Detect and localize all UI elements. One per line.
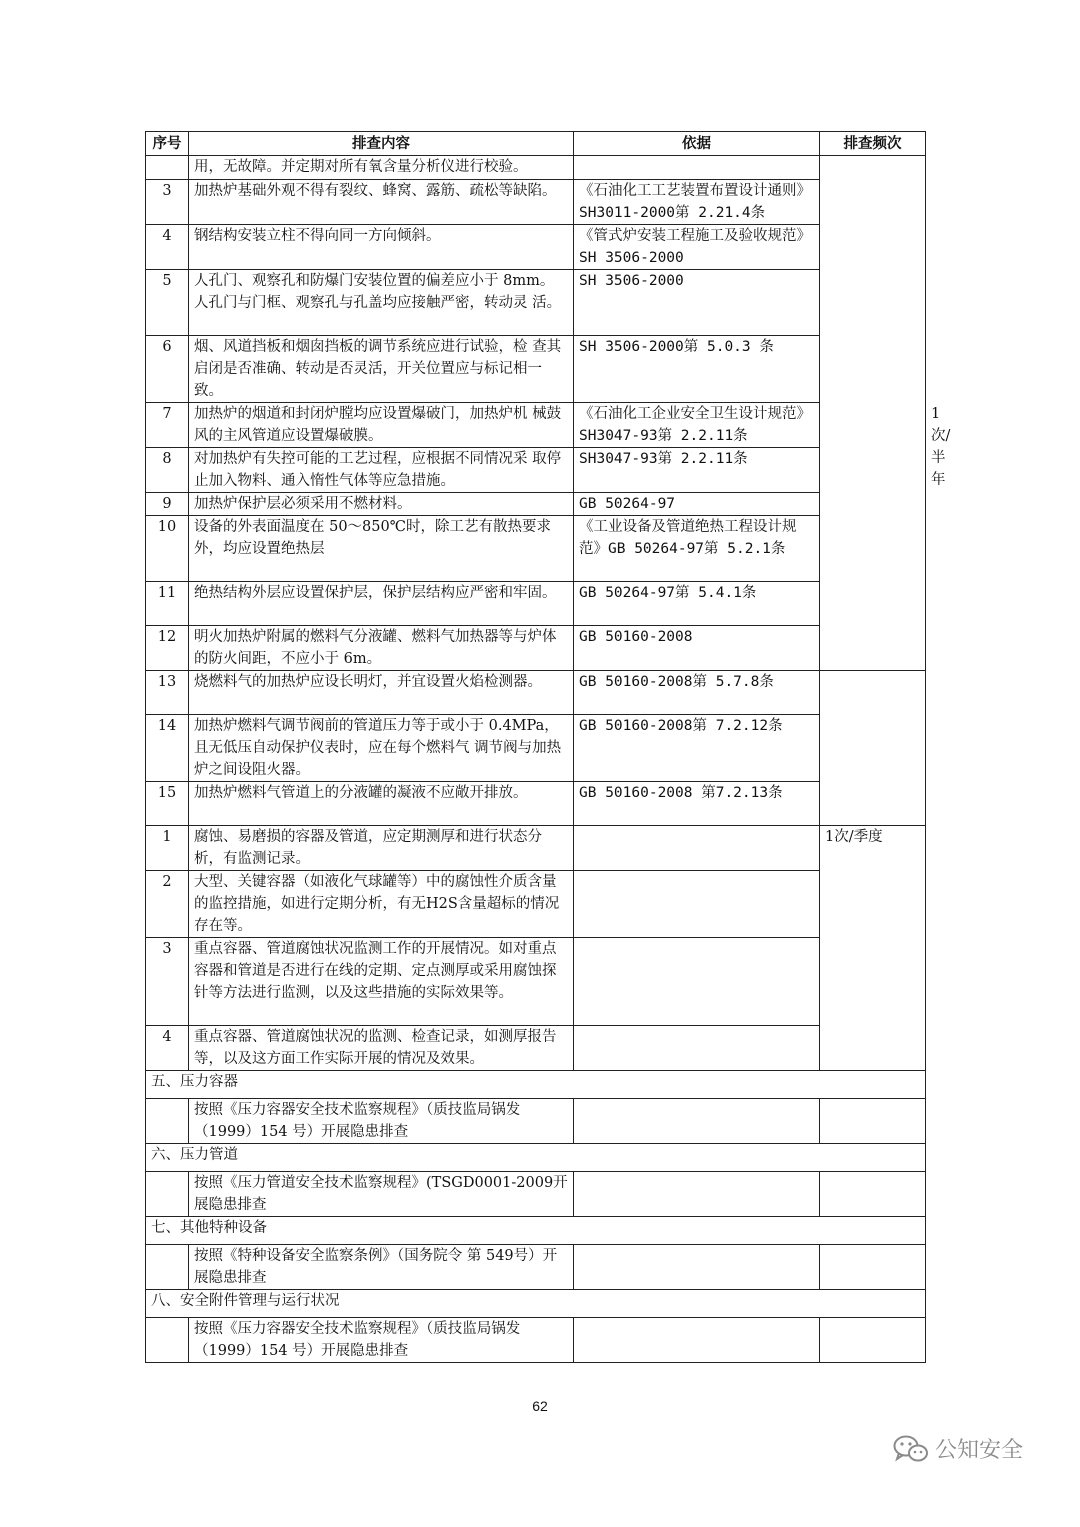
row-content: 按照《压力容器安全技术监察规程》（质技监局锅发（1999）154 号）开展隐患排查 — [189, 1318, 574, 1363]
row-content: 钢结构安装立柱不得向同一方向倾斜。 — [189, 225, 574, 270]
row-content: 加热炉基础外观不得有裂纹、蜂窝、露筋、疏松等缺陷。 — [189, 180, 574, 225]
row-basis: GB 50160-2008 — [574, 626, 820, 671]
row-frequency — [820, 156, 926, 671]
row-no: 14 — [146, 715, 189, 782]
section-header-row — [146, 1144, 926, 1172]
row-no: 2 — [146, 871, 189, 938]
table-row — [146, 626, 926, 671]
row-basis — [574, 156, 820, 180]
row-content: 对加热炉有失控可能的工艺过程，应根据不同情况采 取停止加入物料、通入惰性气体等应急措施。 — [189, 448, 574, 493]
row-no: 8 — [146, 448, 189, 493]
row-no: 5 — [146, 270, 189, 336]
row-content: 重点容器、管道腐蚀状况监测工作的开展情况。如对重点容器和管道是否进行在线的定期、定点测厚或采用腐蚀探针等方法进行监测，以及这些措施的实际效果等。 — [189, 938, 574, 1026]
row-basis — [574, 1026, 820, 1071]
row-no: 1 — [146, 826, 189, 871]
watermark-text: 公知安全 — [935, 1438, 1024, 1463]
row-content: 烧燃料气的加热炉应设长明灯，并宜设置火焰检测器。 — [189, 671, 574, 715]
row-no: 4 — [146, 225, 189, 270]
row-no: 6 — [146, 336, 189, 403]
row-no: 4 — [146, 1026, 189, 1071]
table-header-row — [146, 132, 926, 156]
section-header-row — [146, 1217, 926, 1245]
row-content: 设备的外表面温度在 50～850℃时，除工艺有散热要求 外，均应设置绝热层 — [189, 516, 574, 582]
table-row — [146, 1099, 926, 1144]
row-basis: 《石油化工企业安全卫生设计规范》SH3047-93第 2.2.11条 — [574, 403, 820, 448]
row-basis: GB 50160-2008第 5.7.8条 — [574, 671, 820, 715]
row-no — [146, 1245, 189, 1290]
row-basis: 《工业设备及管道绝热工程设计规范》GB 50264-97第 5.2.1条 — [574, 516, 820, 582]
row-content: 加热炉燃料气管道上的分液罐的凝液不应敞开排放。 — [189, 782, 574, 826]
header-basis: 依据 — [574, 132, 820, 156]
table-row — [146, 516, 926, 582]
row-basis: GB 50264-97第 5.4.1条 — [574, 582, 820, 626]
row-basis: GB 50160-2008第 7.2.12条 — [574, 715, 820, 782]
table-row — [146, 156, 926, 180]
row-content: 明火加热炉附属的燃料气分液罐、燃料气加热器等与炉体的防火间距，不应小于 6m。 — [189, 626, 574, 671]
row-no: 3 — [146, 938, 189, 1026]
row-no: 9 — [146, 493, 189, 516]
table-row — [146, 1245, 926, 1290]
row-no — [146, 156, 189, 180]
section-header-row — [146, 1290, 926, 1318]
inspection-table — [145, 131, 951, 1363]
row-basis: SH 3506-2000 — [574, 270, 820, 336]
row-content: 按照《压力容器安全技术监察规程》（质技监局锅发（1999）154 号）开展隐患排查 — [189, 1099, 574, 1144]
table-row — [146, 1318, 926, 1363]
header-content: 排查内容 — [189, 132, 574, 156]
row-basis — [574, 938, 820, 1026]
table-row — [146, 582, 926, 626]
row-content: 人孔门、观察孔和防爆门安装位置的偏差应小于 8mm。 人孔门与门框、观察孔与孔盖均应接触严密，转动灵 活。 — [189, 270, 574, 336]
page-number: 62 — [532, 1398, 548, 1414]
row-basis — [574, 1172, 820, 1217]
table-row: 7 加热炉的烟道和封闭炉膛均应设置爆破门，加热炉机 械鼓风的主风管道应设置爆破膜。 《石油化工企业安全卫生设计规范》SH3047-93第 2.2.11条 1次/半年 — [146, 403, 926, 448]
table-row — [146, 493, 926, 516]
row-basis — [574, 1099, 820, 1144]
table-row — [146, 1172, 926, 1217]
row-content: 用，无故障。并定期对所有氧含量分析仪进行校验。 — [189, 156, 574, 180]
row-content: 腐蚀、易磨损的容器及管道，应定期测厚和进行状态分析，有监测记录。 — [189, 826, 574, 871]
row-frequency — [820, 1245, 926, 1290]
row-content: 按照《特种设备安全监察条例》（国务院令 第 549号）开展隐患排查 — [189, 1245, 574, 1290]
table-row — [146, 448, 926, 493]
section-title: 八、安全附件管理与运行状况 — [146, 1290, 926, 1318]
row-no: 13 — [146, 671, 189, 715]
row-no: 7 — [146, 403, 189, 448]
row-basis — [574, 826, 820, 871]
row-content: 绝热结构外层应设置保护层，保护层结构应严密和牢固。 — [189, 582, 574, 626]
row-content: 加热炉保护层必须采用不燃材料。 — [189, 493, 574, 516]
watermark — [893, 1433, 1023, 1464]
table-row — [146, 871, 926, 938]
table-row — [146, 782, 926, 826]
section-title: 五、压力容器 — [146, 1071, 926, 1099]
row-basis: SH 3506-2000第 5.0.3 条 — [574, 336, 820, 403]
section-title: 七、其他特种设备 — [146, 1217, 926, 1245]
table-row — [146, 336, 926, 403]
header-no: 序号 — [146, 132, 189, 156]
row-basis — [574, 1245, 820, 1290]
row-basis: SH3047-93第 2.2.11条 — [574, 448, 820, 493]
row-no: 11 — [146, 582, 189, 626]
frequency-quarter: 1次/季度 — [820, 826, 926, 1071]
row-basis: 《管式炉安装工程施工及验收规范》SH 3506-2000 — [574, 225, 820, 270]
row-content: 大型、关键容器（如液化气球罐等）中的腐蚀性介质含量的监控措施，如进行定期分析，有无H2S含量超标的情况存在等。 — [189, 871, 574, 938]
row-no: 10 — [146, 516, 189, 582]
table-row — [146, 671, 926, 715]
row-frequency — [820, 1099, 926, 1144]
row-basis — [574, 1318, 820, 1363]
row-no — [146, 1318, 189, 1363]
row-no: 15 — [146, 782, 189, 826]
table-row — [146, 938, 926, 1026]
wechat-icon — [893, 1434, 929, 1464]
row-content: 加热炉燃料气调节阀前的管道压力等于或小于 0.4MPa，且无低压自动保护仪表时，应在每个燃料气 调节阀与加热炉之间设阻火器。 — [189, 715, 574, 782]
row-content: 重点容器、管道腐蚀状况的监测、检查记录，如测厚报告等，以及这方面工作实际开展的情况及效果。 — [189, 1026, 574, 1071]
row-content: 按照《压力管道安全技术监察规程》(TSGD0001-2009开展隐患排查 — [189, 1172, 574, 1217]
table-row — [146, 180, 926, 225]
table-row — [146, 1026, 926, 1071]
row-basis: 《石油化工工艺装置布置设计通则》SH3011-2000第 2.21.4条 — [574, 180, 820, 225]
row-basis: GB 50160-2008 第7.2.13条 — [574, 782, 820, 826]
row-no — [146, 1099, 189, 1144]
table-row — [146, 225, 926, 270]
row-frequency — [820, 1172, 926, 1217]
header-frequency: 排查频次 — [820, 132, 926, 156]
table-row — [146, 270, 926, 336]
row-no: 12 — [146, 626, 189, 671]
section-title: 六、压力管道 — [146, 1144, 926, 1172]
row-no: 3 — [146, 180, 189, 225]
row-basis: GB 50264-97 — [574, 493, 820, 516]
row-frequency — [820, 1318, 926, 1363]
row-basis — [574, 871, 820, 938]
row-content: 烟、风道挡板和烟囱挡板的调节系统应进行试验，检 查其启闭是否准确、转动是否灵活，开关位置应与标记相一致。 — [189, 336, 574, 403]
table-row — [146, 826, 926, 871]
row-content: 加热炉的烟道和封闭炉膛均应设置爆破门，加热炉机 械鼓风的主风管道应设置爆破膜。 — [189, 403, 574, 448]
table-row — [146, 715, 926, 782]
section-header-row — [146, 1071, 926, 1099]
row-no — [146, 1172, 189, 1217]
